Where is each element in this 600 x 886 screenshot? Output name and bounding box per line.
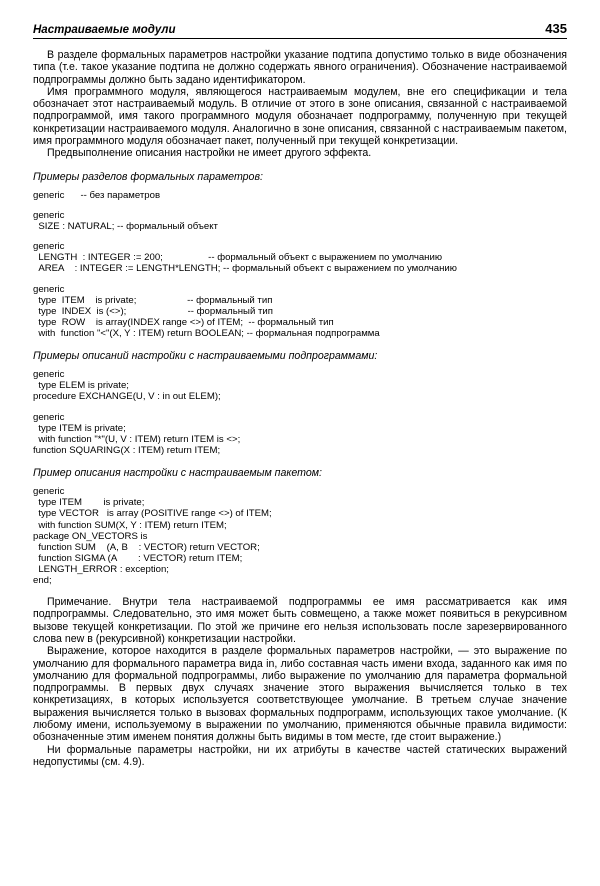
notes-block: [33, 596, 567, 768]
note-paragraph: Ни формальные параметры настройки, ни их атрибуты в качестве частей статических выражений недопустимы (см. 4.9).: [33, 743, 567, 768]
code-example: generic LENGTH : INTEGER := 200; -- формальный объект с выражением по умолчанию AREA : INTEGER := LENGTH*LENGTH; -- формальный объект с выражением по умолчанию: [33, 241, 457, 275]
page-body: [33, 49, 567, 768]
section-heading: Пример описания настройки с настраиваемым пакетом:: [33, 466, 322, 479]
section-heading: Примеры разделов формальных параметров:: [33, 170, 263, 183]
page-number: 435: [545, 21, 567, 36]
page: [33, 18, 567, 768]
paragraph: Имя программного модуля, являющегося настраиваемым модулем, вне его спецификации и тела обозначает этот настраиваемый модуль. В отличие от этого в зоне описания, связанной с настраиваемой подпрограммой, имя такого программного модуля обозначает подпрограмму, полученную при текущей конкретизации настраиваемого модуля. Аналогично в зоне описания, связанной с настраиваемым пакетом, имя программного модуля обозначает пакет, полученный при текущей конкретизации.: [33, 85, 567, 148]
paragraph: Предвыполнение описания настройки не имеет другого эффекта.: [47, 147, 372, 160]
code-example: generic SIZE : NATURAL; -- формальный объект: [33, 210, 218, 233]
code-example: generic type ITEM is private; type VECTOR is array (POSITIVE range <>) of ITEM; with function SUM(X, Y : ITEM) return ITEM; package ON_VECTORS is function SUM (A, B : VECTOR) return VECTOR; function SIGMA (A : VECTOR) return ITEM; LENGTH_ERROR : exception; end;: [33, 486, 272, 586]
section-heading: Примеры описаний настройки с настраиваемыми подпрограммами:: [33, 350, 378, 362]
code-example: generic -- без параметров: [33, 189, 161, 201]
code-example: generic type ELEM is private; procedure EXCHANGE(U, V : in out ELEM);: [33, 369, 221, 403]
note-paragraph: Примечание. Внутри тела настраиваемой подпрограммы ее имя рассматривается как имя подпрограммы. Следовательно, это имя может быть совмещено, а также может появиться в рекурсивном вызове текущей конкретизации. По этой же причине его нельзя использовать после зарезервированного слова new в (рекурсивной) конкретизации настройки.: [33, 596, 567, 645]
running-title: Настраиваемые модули: [33, 24, 176, 36]
paragraph: В разделе формальных параметров настройки указание подтипа допустимо только в виде обозначения типа (т.е. такое указание подтипа не должно содержать явного ограничения). Обозначение настраиваемой подпрограммы должно быть задано идентификатором.: [33, 49, 567, 86]
page-header: [33, 18, 567, 39]
code-example: generic type ITEM is private; -- формальный тип type INDEX is (<>); -- формальный тип type ROW is array(INDEX range <>) of ITEM; -- формальный тип with function "<"(X, Y : ITEM) return BOOLEAN; -- формальная подпрограмма: [33, 283, 380, 339]
code-example: generic type ITEM is private; with function "*"(U, V : ITEM) return ITEM is <>; function SQUARING(X : ITEM) return ITEM;: [33, 411, 241, 456]
note-paragraph: Выражение, которое находится в разделе формальных параметров настройки, — это выражение по умолчанию для формального параметра вида in, либо составная часть имени входа, заданного как имя по умолчанию для формальной подпрограммы, либо выражение по умолчанию для параметра формальной подпрограммы. В первых двух случаях значение этого выражения вычисляется только в тех конкретизациях, в которых используется соответствующее умолчание. В третьем случае значение выражения вычисляется только в вызовах формальных подпрограмм, использующих такое умолчание. (К любому имени, используемому в выражении по умолчанию, применяются обычные правила видимости: обозначенные этим именем понятия должны быть видимы в том месте, где стоит выражение.): [33, 645, 567, 744]
